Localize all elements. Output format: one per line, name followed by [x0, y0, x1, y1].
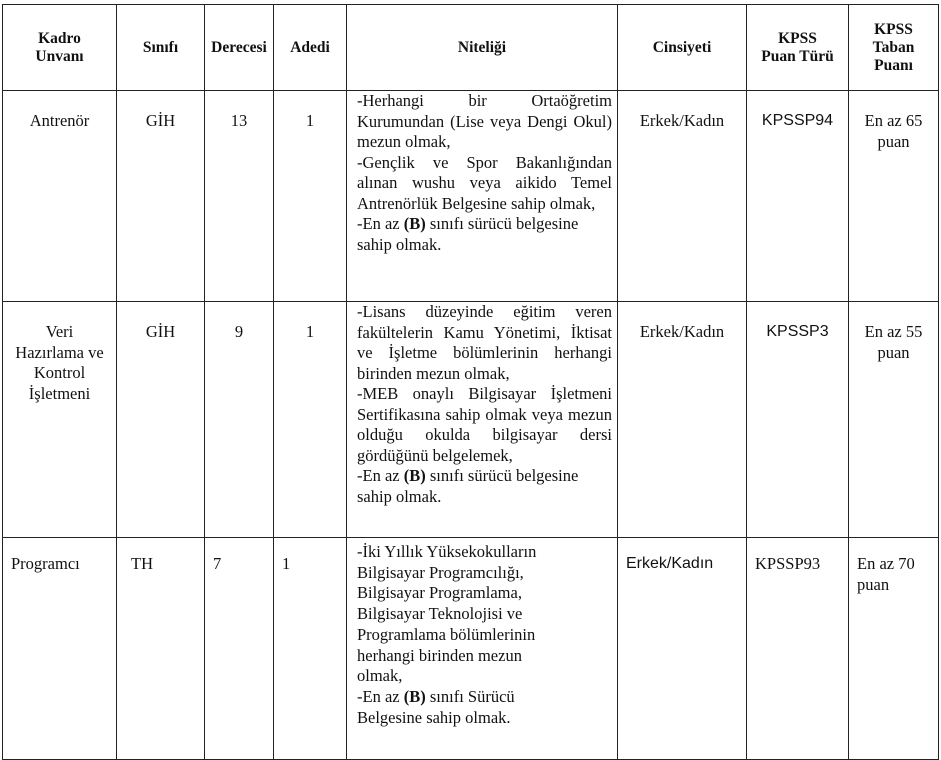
kadro-table [2, 4, 939, 760]
header-niteligi: Niteliği [347, 5, 618, 91]
cell-sinifi: TH [117, 538, 205, 760]
cell-adedi: 1 [274, 91, 347, 302]
cell-kadro-unvani: Programcı [3, 538, 117, 760]
cell-niteligi [347, 302, 618, 538]
nitelik-line: -Gençlik ve Spor Bakanlığından alınan wushu veya aikido Temel Antrenörlük Belgesine sahip olmak, [357, 152, 612, 213]
cell-kpss-puan-turu: KPSSP3 [747, 302, 849, 538]
nitelik-line: -İki Yıllık Yüksekokulların Bilgisayar Programcılığı, Bilgisayar Programlama, Bilgisayar Teknolojisi ve Programlama bölümlerinin herhangi birinden mezun olmak, [357, 542, 537, 686]
nitelik-text: -En az [357, 466, 404, 485]
cell-kpss-taban-puani: En az 70 puan [849, 538, 939, 760]
nitelik-text: sınıfı sürücü belgesine sahip olmak. [357, 466, 579, 506]
cell-sinifi: GİH [117, 302, 205, 538]
nitelik-text: sınıfı sürücü belgesine sahip olmak. [357, 214, 579, 254]
cell-kadro-unvani: Antrenör [3, 91, 117, 302]
nitelik-bold: (B) [403, 214, 426, 233]
header-kpss-taban-puani: KPSS Taban Puanı [849, 5, 939, 91]
cell-derecesi: 7 [205, 538, 274, 760]
header-derecesi: Derecesi [205, 5, 274, 91]
header-row [3, 5, 939, 91]
cell-derecesi: 9 [205, 302, 274, 538]
cell-sinifi: GİH [117, 91, 205, 302]
nitelik-line [357, 687, 612, 728]
cell-niteligi [347, 91, 618, 302]
cell-kpss-taban-puani: En az 65 puan [849, 91, 939, 302]
cell-adedi: 1 [274, 538, 347, 760]
nitelik-bold: (B) [403, 466, 426, 485]
cell-kadro-unvani: Veri Hazırlama ve Kontrol İşletmeni [3, 302, 117, 538]
header-cinsiyeti: Cinsiyeti [618, 5, 747, 91]
header-adedi: Adedi [274, 5, 347, 91]
nitelik-line [357, 214, 612, 255]
cell-kpss-puan-turu: KPSSP94 [747, 91, 849, 302]
nitelik-bold: (B) [403, 686, 426, 706]
nitelik-line: -Herhangi bir Ortaöğretim Kurumundan (Lise veya Dengi Okul) mezun olmak, [357, 91, 612, 151]
nitelik-line [357, 466, 612, 507]
table-row [3, 91, 939, 302]
cell-niteligi [347, 538, 618, 760]
cell-kpss-puan-turu: KPSSP93 [747, 538, 849, 760]
table-row [3, 302, 939, 538]
table-row [3, 538, 939, 760]
cell-cinsiyeti: Erkek/Kadın [618, 302, 747, 538]
cell-cinsiyeti: Erkek/Kadın [618, 91, 747, 302]
nitelik-text: sınıfı Sürücü Belgesine sahip olmak. [357, 686, 515, 727]
nitelik-line: -Lisans düzeyinde eğitim veren fakültelerin Kamu Yönetimi, İktisat ve İşletme bölümlerinin herhangi birinden mezun olmak, [357, 302, 612, 383]
cell-kpss-taban-puani: En az 55 puan [849, 302, 939, 538]
header-sinifi: Sınıfı [117, 5, 205, 91]
header-kadro-unvani: Kadro Unvanı [3, 5, 117, 91]
nitelik-text: -En az [357, 214, 404, 233]
header-kpss-puan-turu: KPSS Puan Türü [747, 5, 849, 91]
nitelik-line: -MEB onaylı Bilgisayar İşletmeni Sertifikasına sahip olmak veya mezun olduğu okulda bilgisayar dersi gördüğünü belgelemek, [357, 384, 612, 465]
cell-cinsiyeti: Erkek/Kadın [618, 538, 747, 760]
nitelik-text: -En az [357, 686, 404, 706]
cell-derecesi: 13 [205, 91, 274, 302]
cell-adedi: 1 [274, 302, 347, 538]
